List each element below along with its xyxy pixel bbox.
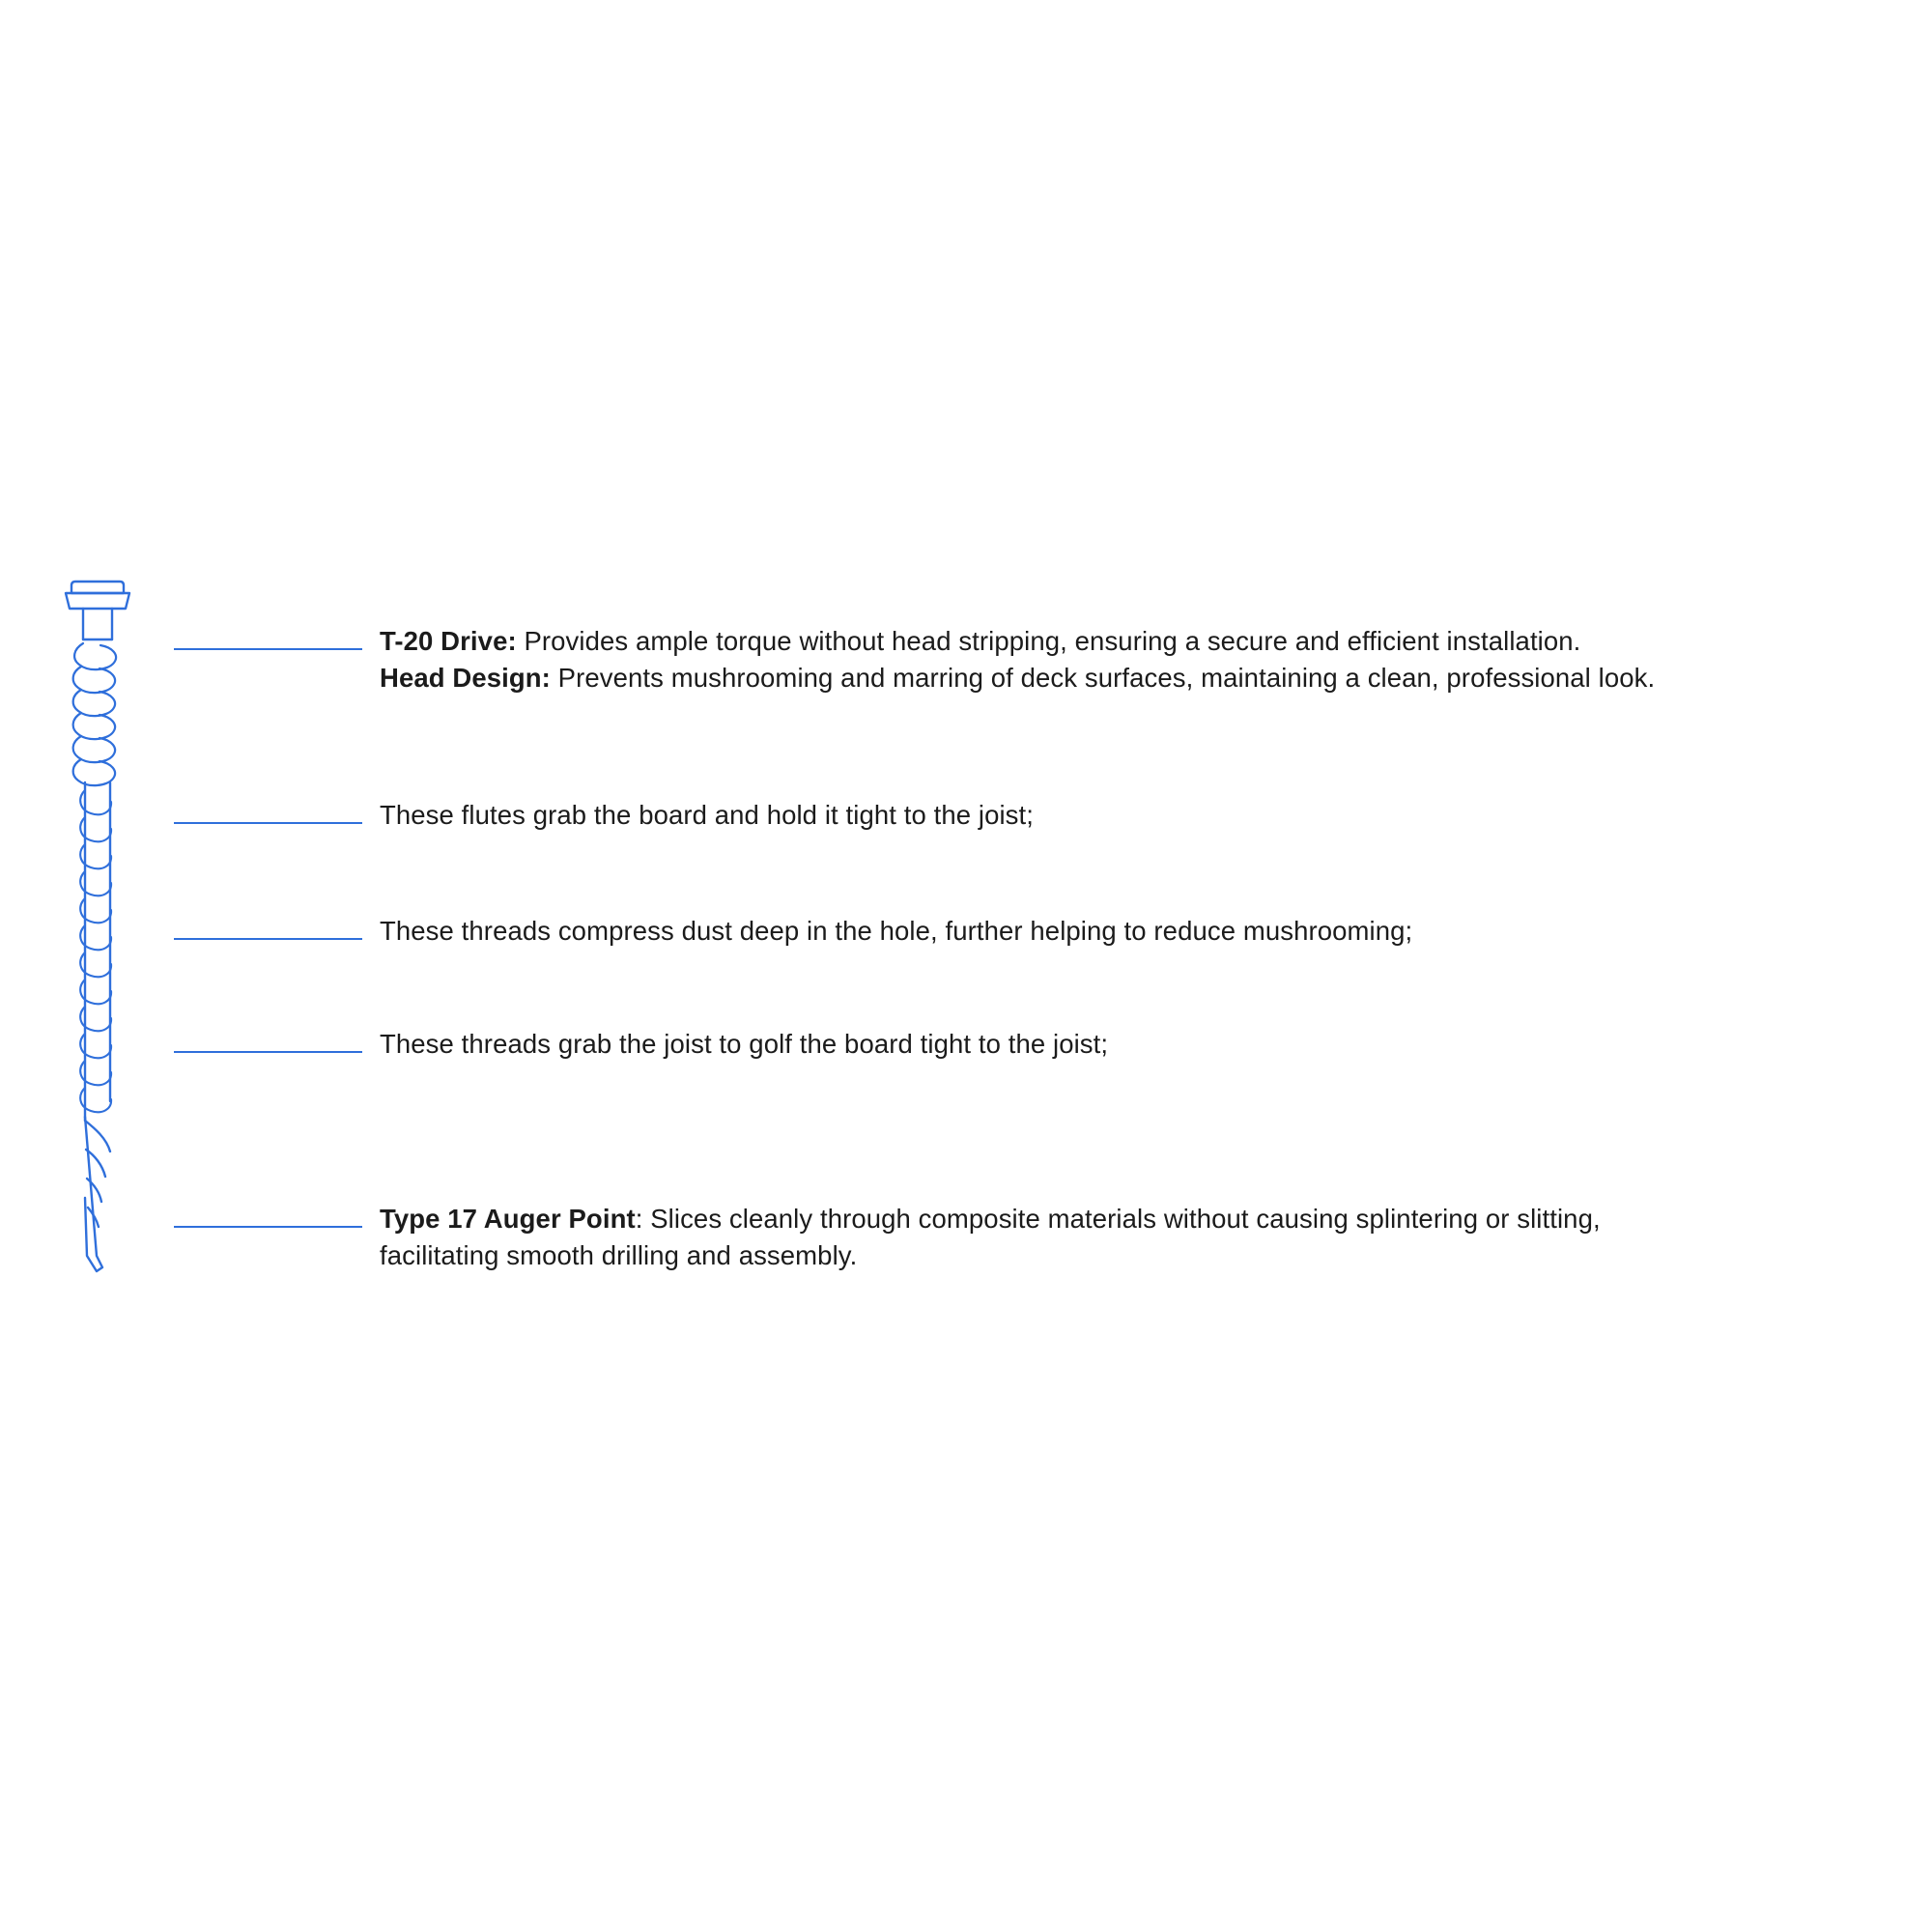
callout-auger-point xyxy=(174,1201,1903,1274)
callout-head-lead-1: T-20 Drive: xyxy=(380,626,517,656)
callout-head-rest-1: Provides ample torque without head stripping, ensuring a secure and efficient installation. xyxy=(516,626,1581,656)
leader-line-point xyxy=(174,1226,362,1228)
callout-flutes-text xyxy=(362,797,1903,834)
callout-head-lead-2: Head Design: xyxy=(380,662,551,693)
callout-joist-rest-1: These threads grab the joist to golf the board tight to the joist; xyxy=(380,1029,1109,1059)
callout-flutes xyxy=(174,797,1903,834)
callout-joist-text xyxy=(362,1026,1903,1063)
deck-screw-illustration xyxy=(58,580,193,1275)
callout-head-text xyxy=(362,623,1903,696)
leader-line-flutes xyxy=(174,822,362,824)
callout-dust-text xyxy=(362,913,1903,950)
leader-line-dust xyxy=(174,938,362,940)
callout-dust-rest-1: These threads compress dust deep in the hole, further helping to reduce mushrooming; xyxy=(380,916,1413,946)
callout-point-text xyxy=(362,1201,1903,1274)
callout-dust-threads xyxy=(174,913,1903,950)
callout-point-rest-1: : Slices cleanly through composite materials without causing splintering or slitting, xyxy=(635,1204,1601,1234)
callout-flutes-rest-1: These flutes grab the board and hold it tight to the joist; xyxy=(380,800,1035,830)
leader-line-joist xyxy=(174,1051,362,1053)
callout-point-lead-1: Type 17 Auger Point xyxy=(380,1204,636,1234)
callout-joist-threads xyxy=(174,1026,1903,1063)
callout-point-rest-2: facilitating smooth drilling and assembly. xyxy=(380,1239,858,1270)
leader-line-head xyxy=(174,648,362,650)
callout-head-design xyxy=(174,623,1903,696)
callout-head-rest-2: Prevents mushrooming and marring of deck surfaces, maintaining a clean, professional look. xyxy=(550,662,1656,693)
